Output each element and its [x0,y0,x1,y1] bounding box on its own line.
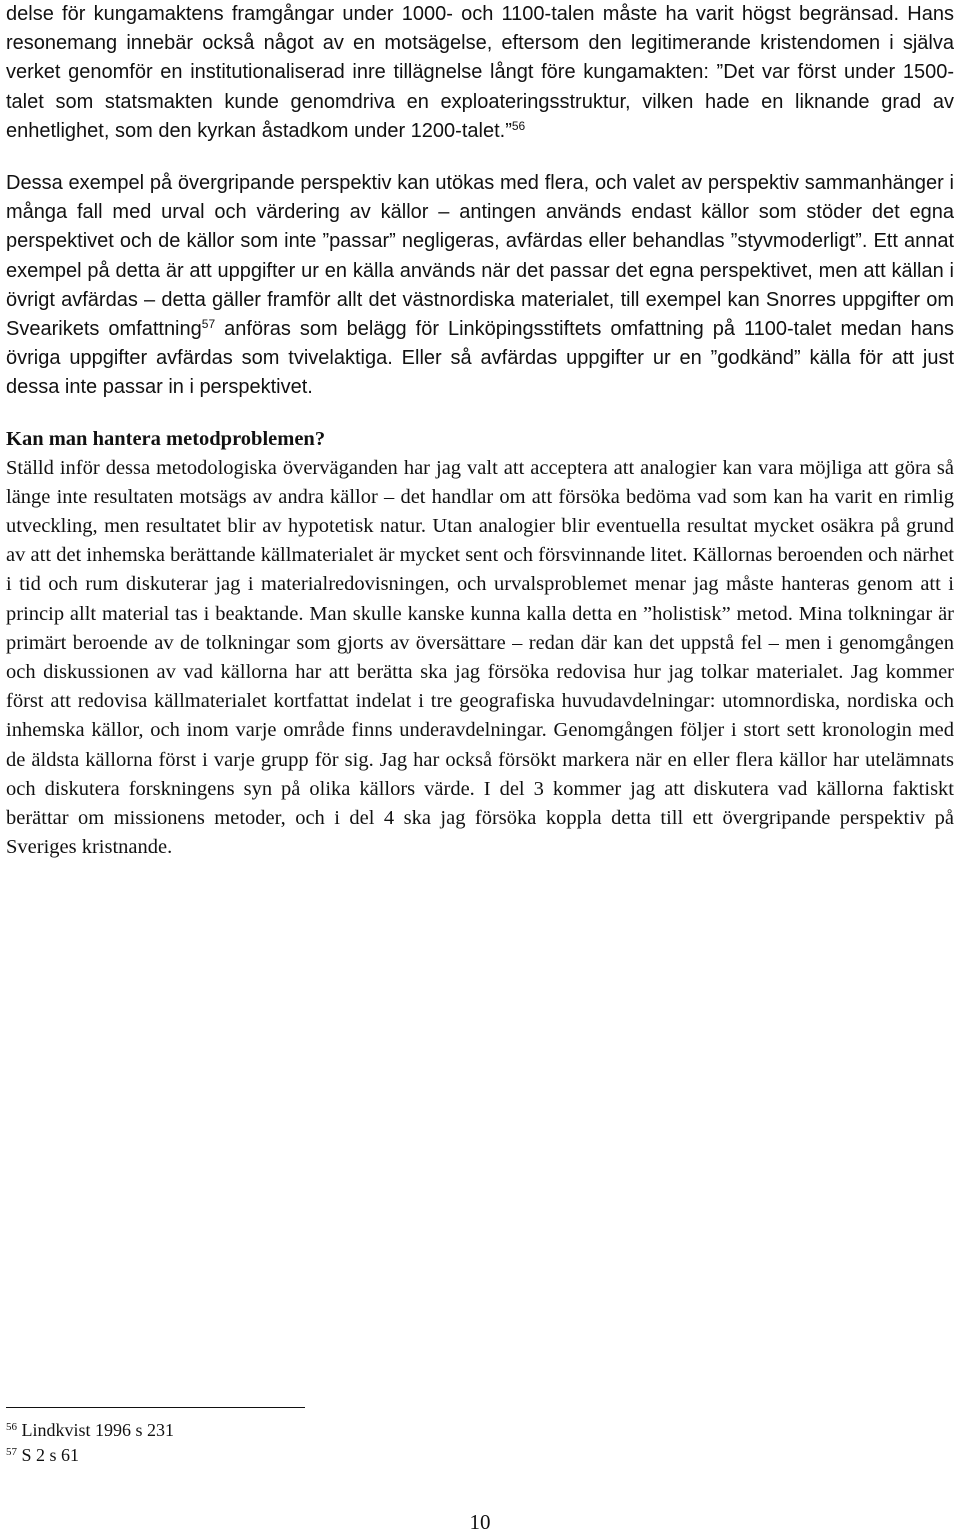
footnote-56 [6,1418,174,1443]
paragraph-2-text-b: anföras som belägg för Linköpingsstiftets omfattning på 1100-talet medan hans övriga uppgifter avfärdas som tvivelaktiga. Eller så avfärdas uppgifter ur en ”godkänd” källa för att just dessa inte passar in i perspektivet. [6,318,954,399]
paragraph-1-text: delse för kungamaktens framgångar under 1000- och 1100-talen måste ha varit högst begränsad. Hans resonemang innebär också något av en motsägelse, eftersom den legitimerande kristendomen i själva verket genomför en institutionaliserad inre tillägnelse långt före kungamakten: ”Det var först under 1500-talet som statsmakten kunde genomdriva en exploateringsstruktur, vilken hade en liknande grad av enhetlighet, som den kyrkan åstadkom under 1200-talet.” [6,3,954,142]
page-body [6,0,954,862]
footnote-ref-57: 57 [201,317,216,332]
paragraph-2 [6,169,954,403]
footnote-text: Lindkvist 1996 s 231 [21,1420,175,1440]
footnote-number: 57 [6,1446,17,1458]
footnote-ref-56: 56 [511,118,526,133]
footnote-text: S 2 s 61 [21,1445,80,1465]
page-number: 10 [469,1510,491,1534]
section-heading: Kan man hantera metodproblemen? [6,427,326,450]
footnotes [6,1418,174,1468]
paragraph-2-text-a: Dessa exempel på övergripande perspektiv kan utökas med flera, och valet av perspektiv sammanhänger i många fall med urval och värdering av källor – antingen används endast källor som stöder det egna perspektivet och de källor som inte ”passar” negligeras, avfärdas eller behandlas ”styvmoderligt”. Ett annat exempel på detta är att uppgifter ur en källa används när det passar det egna perspektivet, men att källan i övrigt avfärdas – detta gäller framför allt det västnordiska materialet, till exempel kan Snorres uppgifter om Svearikets omfattning [6,172,954,341]
footnote-divider [6,1407,305,1408]
footnote-number: 56 [6,1421,17,1433]
footnote-57 [6,1443,174,1468]
section-body: Ställd inför dessa metodologiska överväganden har jag valt att acceptera att analogier kan vara möjliga att göra så länge inte resultaten motsägs av andra källor – det handlar om att försöka bedöma vad som kan ha varit en rimlig utveckling, men resultatet blir av hypotetisk natur. Utan analogier blir eventuella resultat mycket osäkra på grund av att det inhemska berättande källmaterialet är mycket sent och försvinnande litet. Källornas beroenden och närhet i tid och rum diskuterar jag i materialredovisningen, och urvalsproblemet menar jag måste hanteras genom att i princip allt material tas i beaktande. Man skulle kanske kunna kalla detta en ”holistisk” metod. Mina tolkningar är primärt beroende av de tolkningar som gjorts av översättare – redan där kan det uppstå fel – men i genomgången och diskussionen av vad källorna har att berätta ska jag försöka redovisa hur jag tolkar materialet. Jag kommer först att redovisa källmaterialet kortfattat indelat i tre geografiska huvudavdelningar: utomnordiska, nordiska och inhemska källor, och inom varje område finns underavdelningar. Genomgången följer i stort sett kronologin med de äldsta källorna först i varje grupp för sig. Jag har också försökt markera när en eller flera källor har utelämnats och diskutera forskningens syn på olika källors värde. I del 3 kommer jag att diskutera vad källorna faktiskt berättar om missionens metoder, och i del 4 ska jag försöka koppla detta till ett övergripande perspektiv på Sveriges kristnande. [6,456,954,859]
paragraph-1 [6,0,954,146]
